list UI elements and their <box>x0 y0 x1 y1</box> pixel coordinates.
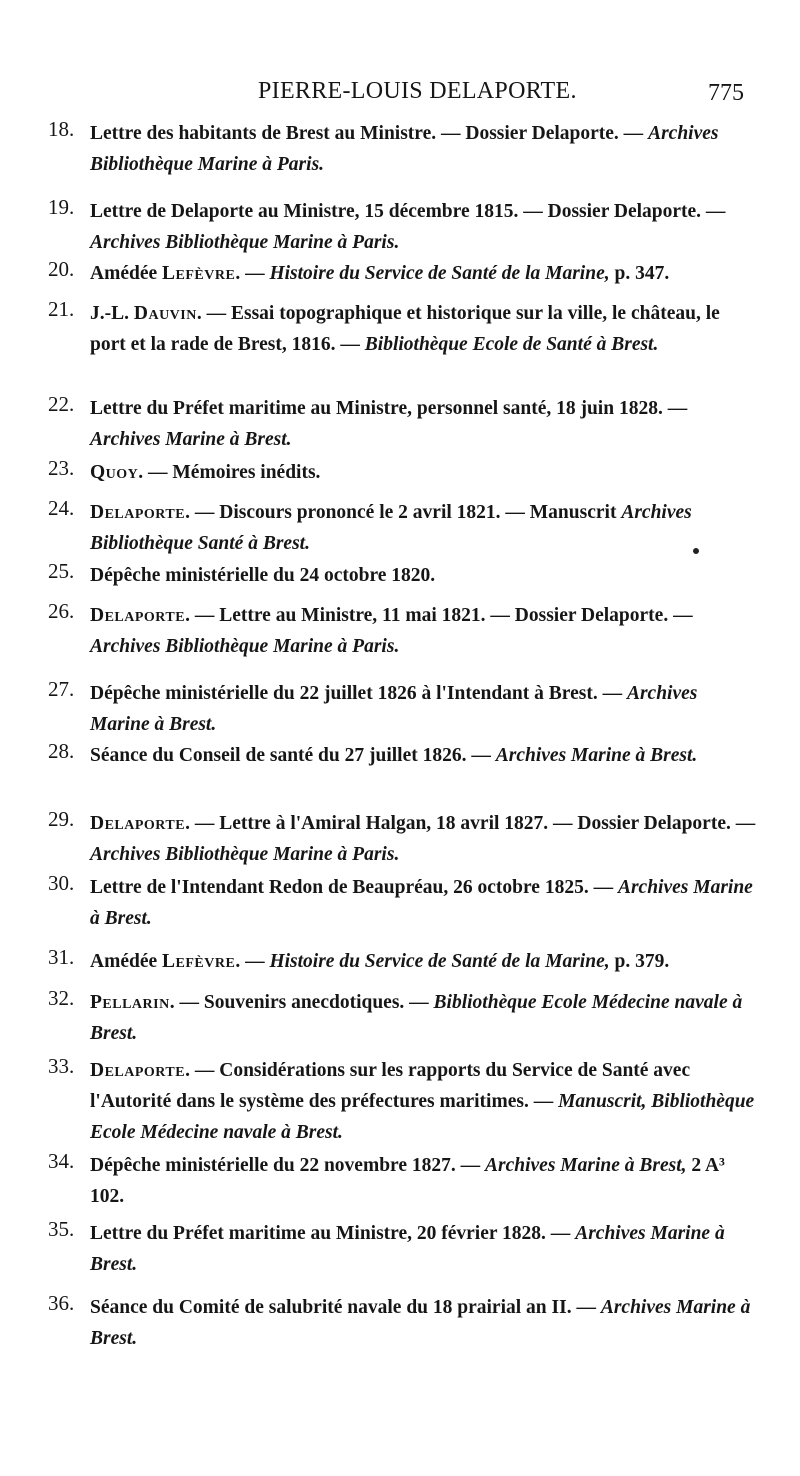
note-text: Lettre du Préfet maritime au Ministre, 20 février 1828. — <box>90 1223 576 1244</box>
endnote-number: 35. <box>48 1217 75 1241</box>
note-text: Lettre de l'Intendant Redon de Beaupréau, 26 octobre 1825. — <box>90 877 618 898</box>
note-text: Lettre de Delaporte au Ministre, 15 décembre 1815. — Dossier Delaporte. — <box>90 201 726 222</box>
endnote-item <box>48 298 760 360</box>
endnote-item <box>48 740 760 771</box>
endnote-item <box>48 457 760 488</box>
running-header-title: PIERRE-LOUIS DELAPORTE. <box>258 78 577 104</box>
author-name: Delaporte <box>90 813 186 834</box>
note-text: Lettre des habitants de Brest au Ministre. — Dossier Delaporte. — <box>90 123 649 144</box>
endnote-text <box>90 258 760 289</box>
endnote-text <box>90 196 760 258</box>
endnote-text <box>90 393 760 455</box>
note-text: . — Lettre à l'Amiral Halgan, 18 avril 1827. — Dossier Delaporte. — <box>185 813 756 834</box>
note-text: Séance du Conseil de santé du 27 juillet 1826. — <box>90 745 496 766</box>
endnote-number: 23. <box>48 456 75 480</box>
author-name: Quoy <box>90 462 139 483</box>
note-text: . — <box>235 951 270 972</box>
source-citation: Manuscrit, Bibliothèque Ecole Médecine navale à Brest. <box>90 1091 755 1143</box>
note-text: . — Mémoires inédits. <box>138 462 321 483</box>
source-citation: Archives Marine à Brest. <box>495 745 698 766</box>
source-citation: Histoire du Service de Santé de la Marine, <box>269 951 610 972</box>
note-text: . — Souvenirs anecdotiques. — <box>169 992 434 1013</box>
endnote-number: 25. <box>48 559 75 583</box>
note-text: Dépêche ministérielle du 24 octobre 1820. <box>90 565 436 586</box>
endnote-item <box>48 1055 760 1148</box>
endnote-number: 30. <box>48 871 75 895</box>
endnote-number: 34. <box>48 1149 75 1173</box>
note-text: . — Essai topographique et historique sur la ville, le château, le port et la rade de Brest, 1816. — <box>90 303 720 355</box>
endnote-item <box>48 678 760 740</box>
endnote-text <box>90 1150 760 1212</box>
note-text: Lettre du Préfet maritime au Ministre, personnel santé, 18 juin 1828. — <box>90 398 688 419</box>
author-name: Lefèvre <box>162 263 236 284</box>
source-citation: Archives Bibliothèque Marine à Paris. <box>90 844 400 865</box>
note-text: J.-L. <box>90 303 134 324</box>
endnote-item <box>48 196 760 258</box>
endnote-text <box>90 1292 760 1354</box>
ink-speck <box>693 548 699 554</box>
endnote-item <box>48 497 760 559</box>
note-text: p. 379. <box>609 951 670 972</box>
endnote-text <box>90 1055 760 1148</box>
source-citation: Histoire du Service de Santé de la Marine, <box>269 263 610 284</box>
endnote-item <box>48 1150 760 1212</box>
source-citation: Archives Marine à Brest. <box>90 1223 725 1275</box>
note-text: p. 347. <box>609 263 670 284</box>
endnote-item <box>48 560 760 591</box>
endnote-item <box>48 1292 760 1354</box>
endnote-text <box>90 678 760 740</box>
endnote-item <box>48 600 760 662</box>
source-citation: Archives Bibliothèque Marine à Paris. <box>90 636 400 657</box>
endnote-text <box>90 987 760 1049</box>
endnote-text <box>90 457 760 488</box>
endnote-number: 32. <box>48 986 75 1010</box>
note-text: Dépêche ministérielle du 22 novembre 1827. — <box>90 1155 486 1176</box>
endnote-text <box>90 118 760 180</box>
author-name: Pellarin <box>90 992 170 1013</box>
endnote-number: 29. <box>48 807 75 831</box>
endnote-item <box>48 118 760 180</box>
author-name: Delaporte <box>90 605 186 626</box>
endnote-number: 21. <box>48 297 75 321</box>
source-citation: Archives Marine à Brest. <box>90 683 698 735</box>
endnote-item <box>48 1218 760 1280</box>
endnote-number: 27. <box>48 677 75 701</box>
endnote-item <box>48 393 760 455</box>
note-text: . — Lettre au Ministre, 11 mai 1821. — Dossier Delaporte. — <box>185 605 693 626</box>
page-number: 775 <box>708 80 744 106</box>
endnote-item <box>48 872 760 934</box>
source-citation: Archives Marine à Brest. <box>90 877 753 929</box>
endnote-number: 33. <box>48 1054 75 1078</box>
endnote-text <box>90 740 760 771</box>
endnote-number: 36. <box>48 1291 75 1315</box>
note-text: Amédée <box>90 951 163 972</box>
note-text: . — Considérations sur les rapports du Service de Santé avec l'Autorité dans le système des préfectures maritimes. — <box>90 1060 691 1112</box>
note-text: Dépêche ministérielle du 22 juillet 1826 à l'Intendant à Brest. — <box>90 683 627 704</box>
endnote-number: 28. <box>48 739 75 763</box>
note-text: 2 A³ 102. <box>90 1155 725 1207</box>
source-citation: Archives Marine à Brest. <box>90 1297 751 1349</box>
endnote-text <box>90 872 760 934</box>
source-citation: Archives Marine à Brest, <box>485 1155 687 1176</box>
endnote-number: 26. <box>48 599 75 623</box>
source-citation: Archives Bibliothèque Santé à Brest. <box>90 502 692 554</box>
author-name: Lefèvre <box>162 951 236 972</box>
endnote-number: 22. <box>48 392 75 416</box>
source-citation: Bibliothèque Ecole Médecine navale à Brest. <box>90 992 743 1044</box>
endnote-item <box>48 258 760 289</box>
source-citation: Bibliothèque Ecole de Santé à Brest. <box>364 334 659 355</box>
note-text: Amédée <box>90 263 163 284</box>
source-citation: Archives Bibliothèque Marine à Paris. <box>90 232 400 253</box>
endnote-text <box>90 497 760 559</box>
endnote-number: 20. <box>48 257 75 281</box>
endnote-item <box>48 987 760 1049</box>
endnote-text <box>90 1218 760 1280</box>
source-citation: Archives Marine à Brest. <box>90 429 292 450</box>
endnote-text <box>90 600 760 662</box>
source-citation: Archives Bibliothèque Marine à Paris. <box>90 123 719 175</box>
note-text: . — Discours prononcé le 2 avril 1821. — Manuscrit <box>185 502 622 523</box>
note-text: . — <box>235 263 270 284</box>
endnote-item <box>48 808 760 870</box>
note-text: Séance du Comité de salubrité navale du 18 prairial an II. — <box>90 1297 601 1318</box>
author-name: Dauvin <box>133 303 197 324</box>
endnote-item <box>48 946 760 977</box>
endnote-text <box>90 808 760 870</box>
endnote-number: 24. <box>48 496 75 520</box>
endnote-number: 19. <box>48 195 75 219</box>
endnote-text <box>90 946 760 977</box>
author-name: Delaporte <box>90 1060 186 1081</box>
endnote-text <box>90 560 760 591</box>
endnote-text <box>90 298 760 360</box>
author-name: Delaporte <box>90 502 186 523</box>
endnote-number: 18. <box>48 117 75 141</box>
endnote-number: 31. <box>48 945 75 969</box>
